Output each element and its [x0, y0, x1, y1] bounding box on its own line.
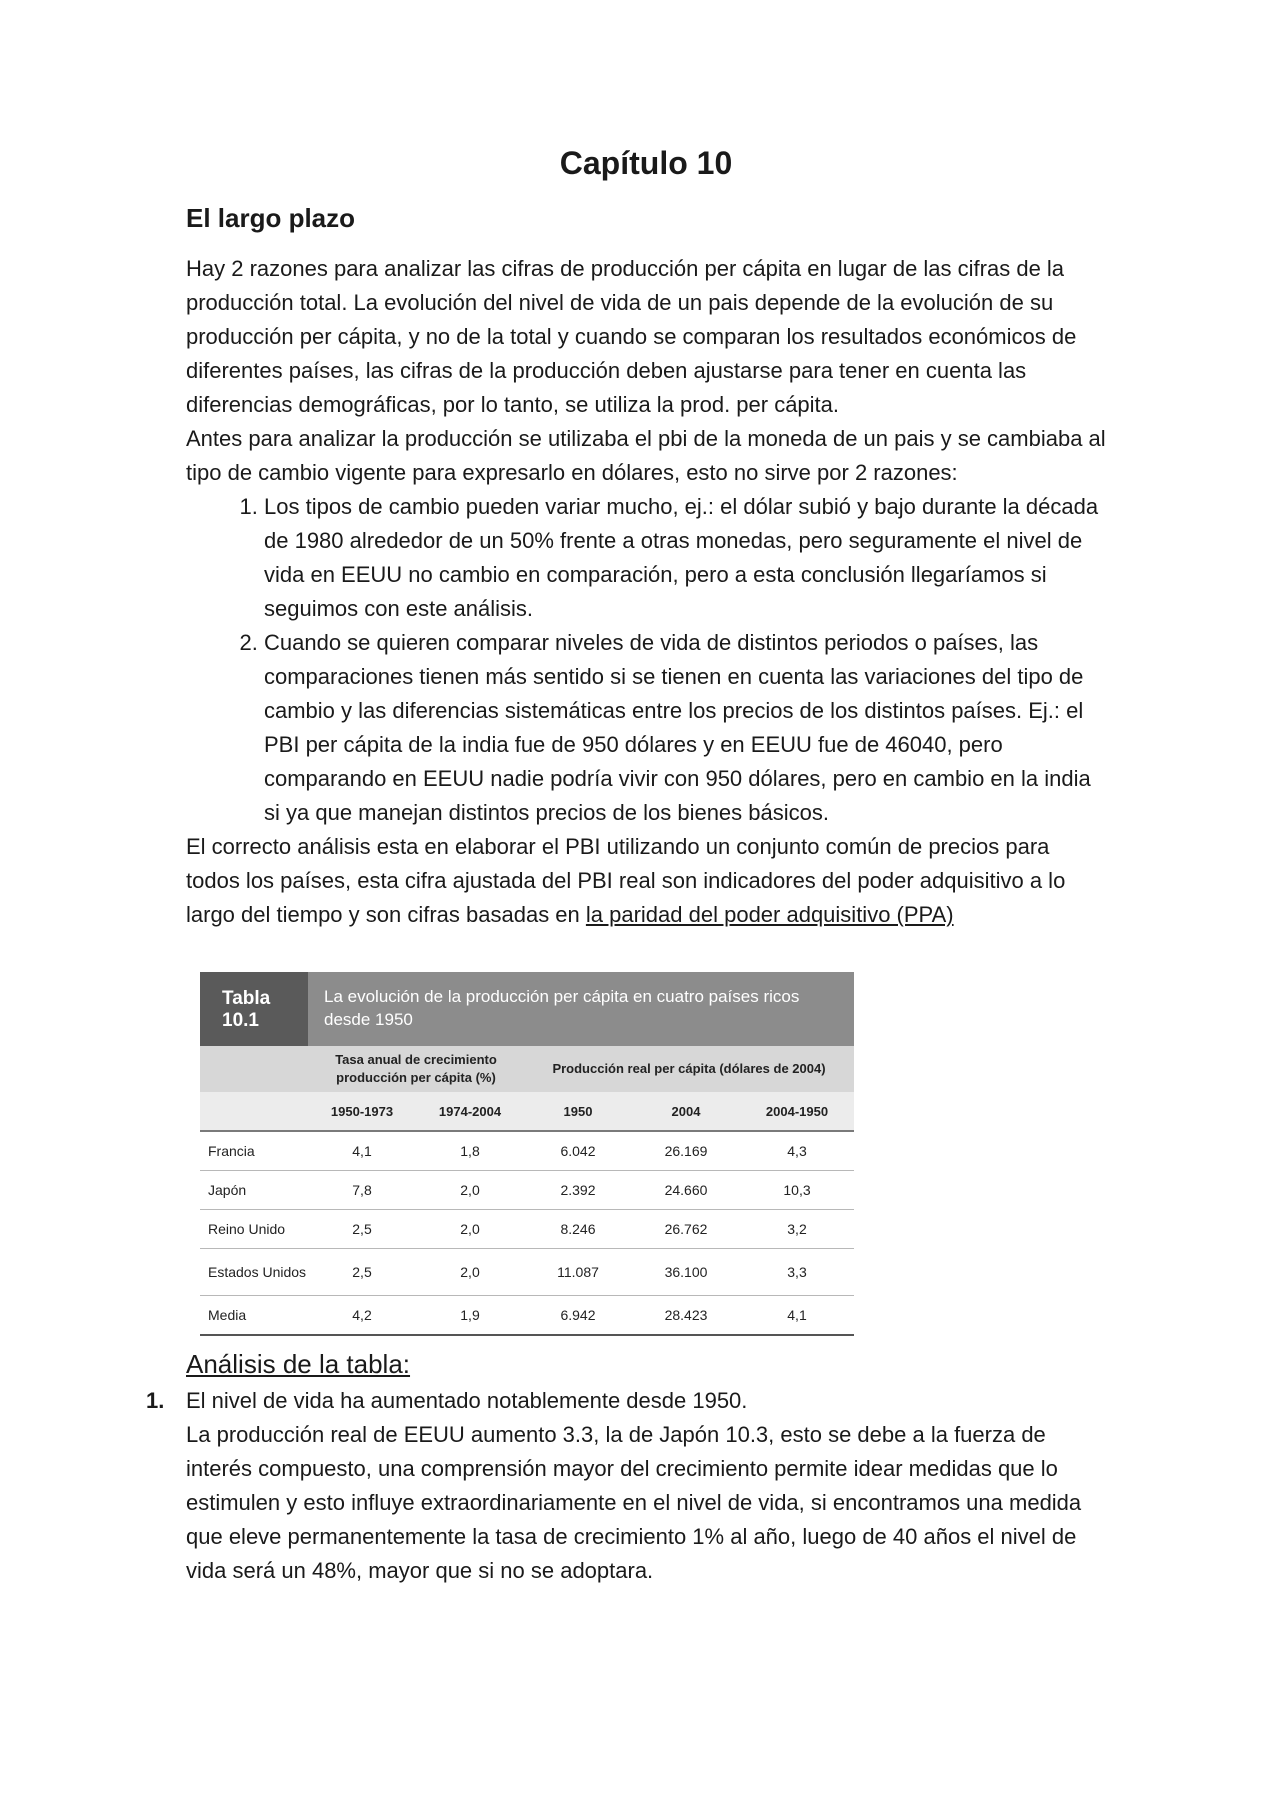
column-header: 1950	[524, 1092, 632, 1131]
table-row	[200, 1131, 854, 1171]
table-cell: 4,2	[308, 1296, 416, 1336]
table-cell: 10,3	[740, 1171, 854, 1210]
analysis-body: La producción real de EEUU aumento 3.3, la de Japón 10.3, esto se debe a la fuerza de interés compuesto, una comprensión mayor del crecimiento permite idear medidas que lo estimulen y esto influye extraordinariamente en el nivel de vida, si encontramos una medida que eleve permanentemente la tasa de crecimiento 1% al año, luego de 40 años el nivel de vida será un 48%, mayor que si no se adoptara.	[186, 1422, 1082, 1583]
table-cell: 26.762	[632, 1210, 740, 1249]
table-cell: 3,3	[740, 1249, 854, 1296]
table-corner-cell-2	[200, 1092, 308, 1131]
column-header: 1974-2004	[416, 1092, 524, 1131]
row-label: Francia	[200, 1131, 308, 1171]
table-corner-cell	[200, 1046, 308, 1092]
row-label: Reino Unido	[200, 1210, 308, 1249]
analysis-item-1	[146, 1384, 1106, 1588]
table-cell: 6.942	[524, 1296, 632, 1336]
table-cell: 2,0	[416, 1171, 524, 1210]
conclusion-paragraph	[186, 830, 1106, 932]
reasons-list	[186, 490, 1106, 830]
row-label: Estados Unidos	[200, 1249, 308, 1296]
table-figure	[200, 972, 854, 1336]
reason-item-2: 2. Cuando se quieren comparar niveles de vida de distintos periodos o países, las comparaciones tienen más sentido si se tienen en cuenta las variaciones del tipo de cambio y las diferencias sistemáticas entre los precios de los distintos países. Ej.: el PBI per cápita de la india fue de 950 dólares y en EEUU fue de 46040, pero comparando en EEUU nadie podría vivir con 950 dólares, pero en cambio en la india si ya que manejan distintos precios de los bienes básicos.	[264, 626, 1106, 830]
ppa-link[interactable]: la paridad del poder adquisitivo (PPA)	[585, 902, 954, 927]
group-header-output: Producción real per cápita (dólares de 2004)	[524, 1046, 854, 1092]
table-cell: 2,5	[308, 1210, 416, 1249]
table-column-header-row	[200, 1092, 854, 1131]
column-header: 1950-1973	[308, 1092, 416, 1131]
table-cell: 2,0	[416, 1210, 524, 1249]
analysis-heading: Análisis de la tabla:	[186, 1349, 411, 1379]
table-cell: 4,1	[740, 1296, 854, 1336]
table-cell: 36.100	[632, 1249, 740, 1296]
table-cell: 4,1	[308, 1131, 416, 1171]
table-group-header-row	[200, 1046, 854, 1092]
column-header: 2004-1950	[740, 1092, 854, 1131]
table-cell: 1,8	[416, 1131, 524, 1171]
table-caption: La evolución de la producción per cápita en cuatro países ricos desde 1950	[308, 972, 854, 1046]
chapter-title: Capítulo 10	[559, 145, 733, 181]
column-header: 2004	[632, 1092, 740, 1131]
table-cell: 24.660	[632, 1171, 740, 1210]
section-subtitle: El largo plazo	[186, 203, 356, 233]
row-label: Media	[200, 1296, 308, 1336]
table-row	[200, 1296, 854, 1336]
table-tag	[200, 972, 308, 1046]
table-cell: 8.246	[524, 1210, 632, 1249]
row-label: Japón	[200, 1171, 308, 1210]
conclusion-text: El correcto análisis esta en elaborar el PBI utilizando un conjunto común de precios para todos los países, esta cifra ajustada del PBI real son indicadores del poder adquisitivo a lo largo del tiempo y son cifras basadas en	[186, 834, 1066, 927]
table-cell: 11.087	[524, 1249, 632, 1296]
table-header-bar	[200, 972, 854, 1046]
table-row	[200, 1249, 854, 1296]
table-cell: 26.169	[632, 1131, 740, 1171]
table-cell: 4,3	[740, 1131, 854, 1171]
group-header-growth: Tasa anual de crecimiento producción per cápita (%)	[308, 1046, 524, 1092]
table-row	[200, 1171, 854, 1210]
data-table	[200, 1046, 854, 1336]
table-cell: 2,0	[416, 1249, 524, 1296]
intro-paragraph: Hay 2 razones para analizar las cifras de producción per cápita en lugar de las cifras de la producción total. La evolución del nivel de vida de un pais depende de la evolución de su producción per cápita, y no de la total y cuando se comparan los resultados económicos de diferentes países, las cifras de la producción deben ajustarse para tener en cuenta las diferencias demográficas, por lo tanto, se utiliza la prod. per cápita.	[186, 256, 1077, 417]
second-paragraph: Antes para analizar la producción se utilizaba el pbi de la moneda de un pais y se cambiaba al tipo de cambio vigente para expresarlo en dólares, esto no sirve por 2 razones:	[186, 426, 1106, 485]
table-tag-number: 10.1	[222, 1010, 259, 1031]
table-cell: 1,9	[416, 1296, 524, 1336]
table-cell: 28.423	[632, 1296, 740, 1336]
table-cell: 2,5	[308, 1249, 416, 1296]
document-content	[146, 138, 1106, 1588]
reason-item-1: 1. Los tipos de cambio pueden variar mucho, ej.: el dólar subió y bajo durante la década de 1980 alrededor de un 50% frente a otras monedas, pero seguramente el nivel de vida en EEUU no cambio en comparación, pero a esta conclusión llegaríamos si seguimos con este análisis.	[264, 490, 1106, 626]
analysis-point: El nivel de vida ha aumentado notablemente desde 1950.	[186, 1388, 748, 1413]
table-cell: 3,2	[740, 1210, 854, 1249]
table-cell: 2.392	[524, 1171, 632, 1210]
table-cell: 7,8	[308, 1171, 416, 1210]
analysis-item-number: 1.	[146, 1388, 165, 1413]
table-row	[200, 1210, 854, 1249]
table-tag-word: Tabla	[222, 988, 271, 1009]
table-cell: 6.042	[524, 1131, 632, 1171]
